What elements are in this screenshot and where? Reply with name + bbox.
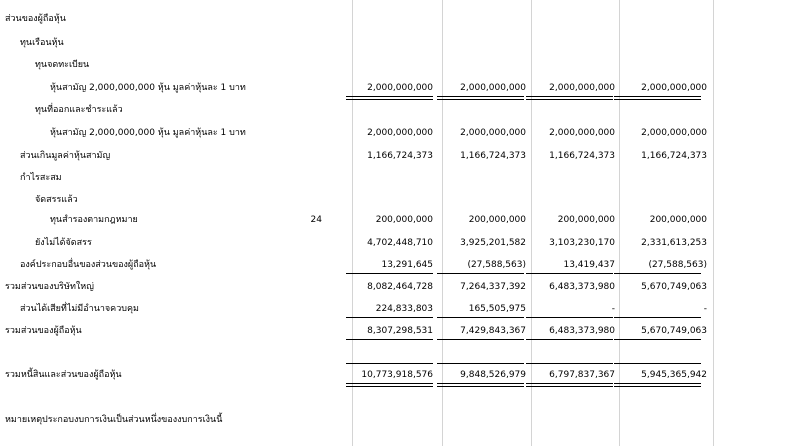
value-cell: 10,773,918,576 xyxy=(361,370,433,380)
value-cell: 5,945,365,942 xyxy=(641,370,707,380)
value-cell: 4,702,448,710 xyxy=(367,238,433,248)
value-cell: 5,670,749,063 xyxy=(641,326,707,336)
value-cell: 2,000,000,000 xyxy=(460,83,526,93)
single-underline xyxy=(437,317,524,318)
value-cell: - xyxy=(703,304,707,314)
row-label: ส่วนได้เสียที่ไม่มีอำนาจควบคุม xyxy=(20,304,139,314)
row-label: ส่วนของผู้ถือหุ้น xyxy=(5,14,66,24)
value-cell: 2,000,000,000 xyxy=(549,128,615,138)
single-underline xyxy=(437,363,524,364)
single-underline xyxy=(526,339,613,340)
value-cell: 13,291,645 xyxy=(381,260,433,270)
double-underline xyxy=(346,386,433,387)
single-underline xyxy=(614,363,701,364)
single-underline xyxy=(526,317,613,318)
double-underline xyxy=(614,99,701,100)
value-cell: 7,429,843,367 xyxy=(460,326,526,336)
double-underline xyxy=(346,383,433,384)
row-label: ทุนสำรองตามกฎหมาย xyxy=(50,215,138,225)
value-cell: 9,848,526,979 xyxy=(460,370,526,380)
single-underline xyxy=(346,317,433,318)
value-cell: 1,166,724,373 xyxy=(641,151,707,161)
row-label: หุ้นสามัญ 2,000,000,000 หุ้น มูลค่าหุ้นละ 1 บาท xyxy=(50,128,246,138)
value-cell: (27,588,563) xyxy=(648,260,707,270)
value-cell: 1,166,724,373 xyxy=(460,151,526,161)
row-label: กำไรสะสม xyxy=(20,173,62,183)
value-cell: 1,166,724,373 xyxy=(549,151,615,161)
single-underline xyxy=(614,339,701,340)
row-label: ยังไม่ได้จัดสรร xyxy=(35,238,92,248)
value-cell: 224,833,803 xyxy=(375,304,433,314)
value-cell: 13,419,437 xyxy=(563,260,615,270)
row-label: องค์ประกอบอื่นของส่วนของผู้ถือหุ้น xyxy=(20,260,157,270)
double-underline xyxy=(526,383,613,384)
single-underline xyxy=(614,273,701,274)
single-underline xyxy=(526,363,613,364)
single-underline xyxy=(346,363,433,364)
single-underline xyxy=(437,339,524,340)
single-underline xyxy=(437,273,524,274)
value-cell: 6,483,373,980 xyxy=(549,326,615,336)
value-cell: 2,000,000,000 xyxy=(460,128,526,138)
value-cell: 6,483,373,980 xyxy=(549,282,615,292)
column-gridline xyxy=(352,0,353,446)
column-gridline xyxy=(713,0,714,446)
row-label: รวมส่วนของผู้ถือหุ้น xyxy=(5,326,82,336)
double-underline xyxy=(526,386,613,387)
value-cell: 200,000,000 xyxy=(468,215,526,225)
value-cell: 2,000,000,000 xyxy=(549,83,615,93)
double-underline xyxy=(437,383,524,384)
double-underline xyxy=(526,96,613,97)
value-cell: 200,000,000 xyxy=(649,215,707,225)
double-underline xyxy=(614,386,701,387)
value-cell: 2,000,000,000 xyxy=(641,128,707,138)
value-cell: 3,103,230,170 xyxy=(549,238,615,248)
value-cell: 2,000,000,000 xyxy=(641,83,707,93)
single-underline xyxy=(346,273,433,274)
single-underline xyxy=(526,273,613,274)
value-cell: 2,000,000,000 xyxy=(367,128,433,138)
double-underline xyxy=(437,96,524,97)
value-cell: 200,000,000 xyxy=(557,215,615,225)
value-cell: 6,797,837,367 xyxy=(549,370,615,380)
value-cell: 8,082,464,728 xyxy=(367,282,433,292)
column-gridline xyxy=(619,0,620,446)
double-underline xyxy=(346,99,433,100)
row-label: หมายเหตุประกอบงบการเงินเป็นส่วนหนึ่งของงบการเงินนี้ xyxy=(5,415,223,425)
double-underline xyxy=(437,99,524,100)
value-cell: (27,588,563) xyxy=(467,260,526,270)
value-cell: 2,331,613,253 xyxy=(641,238,707,248)
row-label: จัดสรรแล้ว xyxy=(35,195,78,205)
row-label: ทุนจดทะเบียน xyxy=(35,60,90,70)
row-label: รวมส่วนของบริษัทใหญ่ xyxy=(5,282,94,292)
double-underline xyxy=(614,383,701,384)
row-label: ทุนเรือนหุ้น xyxy=(20,38,64,48)
double-underline xyxy=(526,99,613,100)
row-label: ส่วนเกินมูลค่าหุ้นสามัญ xyxy=(20,151,111,161)
value-cell: 2,000,000,000 xyxy=(367,83,433,93)
column-gridline xyxy=(531,0,532,446)
double-underline xyxy=(614,96,701,97)
double-underline xyxy=(437,386,524,387)
note-reference: 24 xyxy=(310,215,322,225)
single-underline xyxy=(346,339,433,340)
value-cell: 5,670,749,063 xyxy=(641,282,707,292)
single-underline xyxy=(614,317,701,318)
value-cell: 3,925,201,582 xyxy=(460,238,526,248)
value-cell: 200,000,000 xyxy=(375,215,433,225)
value-cell: - xyxy=(611,304,615,314)
row-label: หุ้นสามัญ 2,000,000,000 หุ้น มูลค่าหุ้นละ 1 บาท xyxy=(50,83,246,93)
value-cell: 8,307,298,531 xyxy=(367,326,433,336)
row-label: รวมหนี้สินและส่วนของผู้ถือหุ้น xyxy=(5,370,122,380)
double-underline xyxy=(346,96,433,97)
value-cell: 7,264,337,392 xyxy=(460,282,526,292)
column-gridline xyxy=(442,0,443,446)
row-label: ทุนที่ออกและชำระแล้ว xyxy=(35,105,123,115)
value-cell: 1,166,724,373 xyxy=(367,151,433,161)
value-cell: 165,505,975 xyxy=(468,304,526,314)
